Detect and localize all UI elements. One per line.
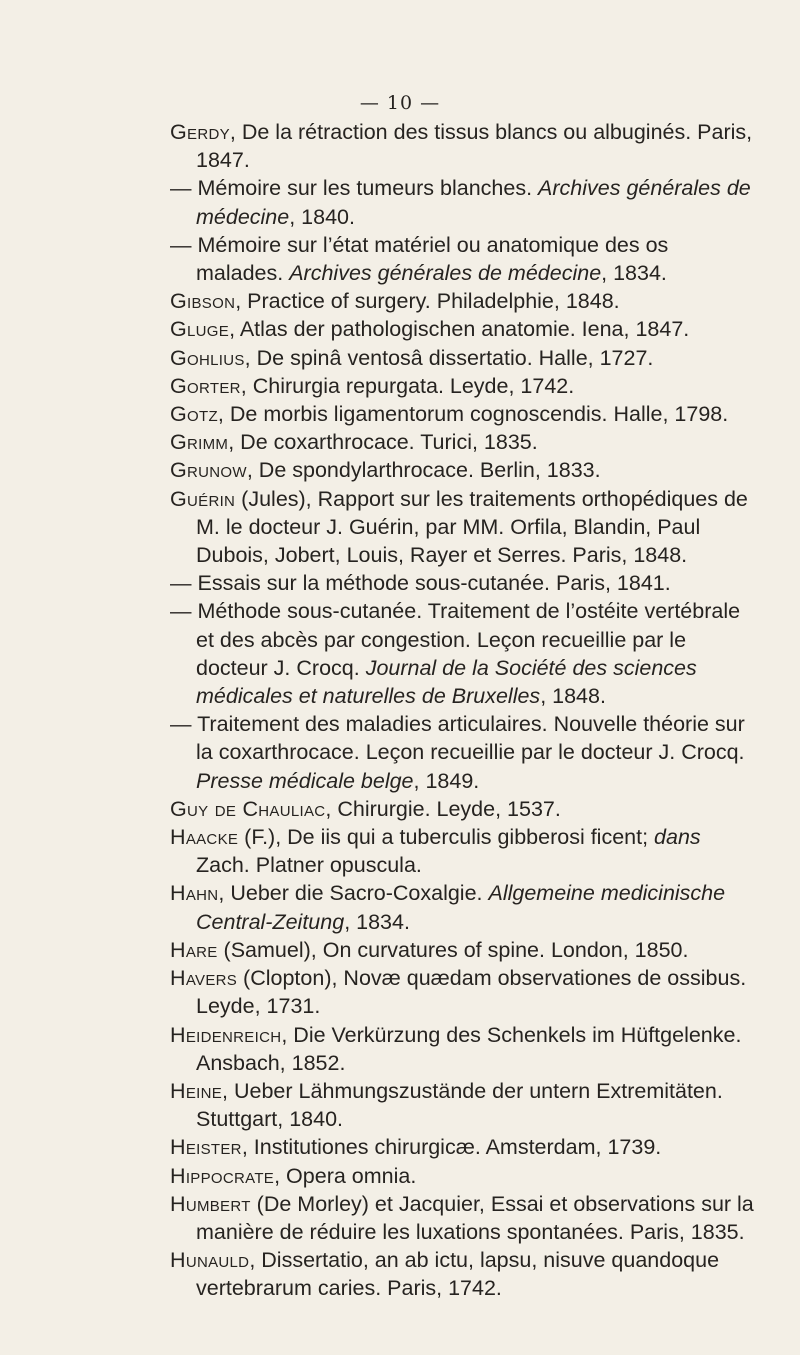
- entry-author: Gluge: [170, 317, 230, 342]
- bibliography-entry: [170, 485, 756, 570]
- entry-author: Humbert: [170, 1191, 251, 1216]
- entry-text-tail: , 1834.: [601, 261, 667, 286]
- entry-author: Hunauld: [170, 1248, 250, 1273]
- entry-text: (Samuel), On curvatures of spine. London, 1850.: [217, 937, 689, 962]
- bibliography-entry: [170, 569, 756, 597]
- entry-text: , Dissertatio, an ab ictu, lapsu, nisuve quandoque vertebrarum caries. Paris, 1742.: [196, 1248, 720, 1301]
- entry-text: (Jules), Rapport sur les traitements orthopédiques de M. le docteur J. Guérin, par MM. Orfila, Blandin, Paul Dubois, Jobert, Louis, Rayer et Serres. Paris, 1848.: [196, 486, 748, 568]
- bibliography-entry: [170, 344, 756, 372]
- bibliography-entry: [170, 315, 756, 343]
- entry-text: , Ueber Lähmungszustände der untern Extremitäten. Stuttgart, 1840.: [196, 1078, 723, 1132]
- entry-title-italic: Presse médicale belge: [196, 768, 414, 793]
- entry-text: , Atlas der pathologischen anatomie. Iena, 1847.: [229, 317, 690, 342]
- bibliography-entry: [170, 597, 756, 710]
- entry-author: Hare: [170, 937, 218, 962]
- entry-author: Gibson: [170, 289, 236, 314]
- entry-text: , Die Verkürzung des Schenkels im Hüftgelenke. Ansbach, 1852.: [196, 1022, 742, 1075]
- entry-author: Grunow: [170, 458, 247, 483]
- entry-text: , Institutiones chirurgicæ. Amsterdam, 1739.: [241, 1135, 662, 1160]
- entry-author: Heister: [170, 1135, 242, 1160]
- bibliography-list: [0, 118, 800, 1303]
- bibliography-entry: [170, 823, 756, 879]
- entry-title-italic: dans: [654, 825, 701, 850]
- bibliography-entry: [170, 710, 756, 795]
- entry-text-tail: , 1840.: [289, 204, 355, 229]
- entry-text: , De spinâ ventosâ dissertatio. Halle, 1727.: [244, 345, 654, 370]
- entry-text: , De la rétraction des tissus blancs ou albuginés. Paris, 1847.: [196, 120, 753, 173]
- entry-author: Guérin: [170, 486, 236, 511]
- entry-text: — Mémoire sur l’état matériel ou anatomique des os malades.: [170, 232, 669, 286]
- entry-author: Gohlius: [170, 345, 245, 370]
- entry-text: , Chirurgie. Leyde, 1537.: [325, 796, 561, 821]
- entry-author: Gerdy: [170, 120, 230, 144]
- entry-author: Heine: [170, 1078, 223, 1103]
- bibliography-entry: [170, 1190, 756, 1246]
- entry-text: , Practice of surgery. Philadelphie, 1848.: [235, 289, 620, 314]
- bibliography-entry: [170, 1162, 756, 1190]
- entry-text: — Mémoire sur les tumeurs blanches.: [170, 176, 539, 201]
- entry-text: , Ueber die Sacro-Coxalgie.: [218, 881, 489, 906]
- entry-text: (F.), De iis qui a tuberculis gibberosi ficent;: [238, 825, 655, 850]
- entry-text: (Clopton), Novæ quædam observationes de ossibus. Leyde, 1731.: [196, 966, 747, 1019]
- bibliography-entry: [170, 1133, 756, 1161]
- bibliography-entry: [170, 372, 756, 400]
- entry-title-italic: Archives générales de médecine: [289, 261, 602, 286]
- bibliography-entry: [170, 231, 756, 287]
- entry-text-tail: , 1848.: [540, 684, 606, 709]
- entry-text: — Méthode sous-cutanée. Traitement de l’ostéite vertébrale et des abcès par congestion. Leçon recueillie par le docteur J. Crocq.: [170, 599, 741, 680]
- entry-author: Grimm: [170, 430, 229, 455]
- entry-text: , De coxarthrocace. Turici, 1835.: [228, 430, 538, 455]
- bibliography-entry: [170, 879, 756, 935]
- entry-author: Gorter: [170, 373, 241, 398]
- bibliography-entry: [170, 118, 756, 174]
- entry-text: , De spondylarthrocace. Berlin, 1833.: [246, 458, 601, 483]
- bibliography-entry: [170, 287, 756, 315]
- entry-text-tail: , 1849.: [413, 768, 480, 793]
- bibliography-entry: [170, 456, 756, 484]
- entry-title-italic: Allgemeine medicinische Central-Zeitung: [196, 881, 726, 934]
- entry-text-tail: Zach. Platner opuscula.: [196, 853, 422, 878]
- bibliography-entry: [170, 400, 756, 428]
- bibliography-entry: [170, 1021, 756, 1077]
- entry-text: (De Morley) et Jacquier, Essai et observations sur la manière de réduire les luxations spontanées. Paris, 1835.: [196, 1191, 754, 1244]
- bibliography-entry: [170, 936, 756, 964]
- entry-text: — Essais sur la méthode sous-cutanée. Paris, 1841.: [170, 571, 671, 596]
- bibliography-entry: [170, 1246, 756, 1302]
- entry-author: Hahn: [170, 881, 219, 906]
- entry-title-italic: Journal de la Société des sciences médicales et naturelles de Bruxelles: [196, 655, 697, 709]
- bibliography-entry: [170, 174, 756, 230]
- page-number: — 10 —: [359, 92, 441, 114]
- entry-author: Guy de Chauliac: [170, 796, 326, 821]
- entry-author: Gotz: [170, 402, 218, 427]
- entry-author: Heidenreich: [170, 1022, 282, 1047]
- entry-text: , De morbis ligamentorum cognoscendis. Halle, 1798.: [217, 402, 729, 427]
- bibliography-entry: [170, 1077, 756, 1133]
- entry-title-italic: Archives générales de médecine: [196, 176, 751, 229]
- bibliography-entry: [170, 428, 756, 456]
- entry-text: , Opera omnia.: [274, 1163, 417, 1188]
- entry-author: Havers: [170, 966, 238, 991]
- bibliography-entry: [170, 795, 756, 823]
- entry-author: Haacke: [170, 825, 239, 850]
- bibliography-entry: [170, 964, 756, 1020]
- entry-text-tail: , 1834.: [344, 909, 410, 934]
- entry-text: , Chirurgia repurgata. Leyde, 1742.: [240, 373, 575, 398]
- entry-author: Hippocrate: [170, 1163, 275, 1188]
- entry-text: — Traitement des maladies articulaires. Nouvelle théorie sur la coxarthrocace. Leçon recueillie par le docteur J. Crocq.: [170, 712, 745, 765]
